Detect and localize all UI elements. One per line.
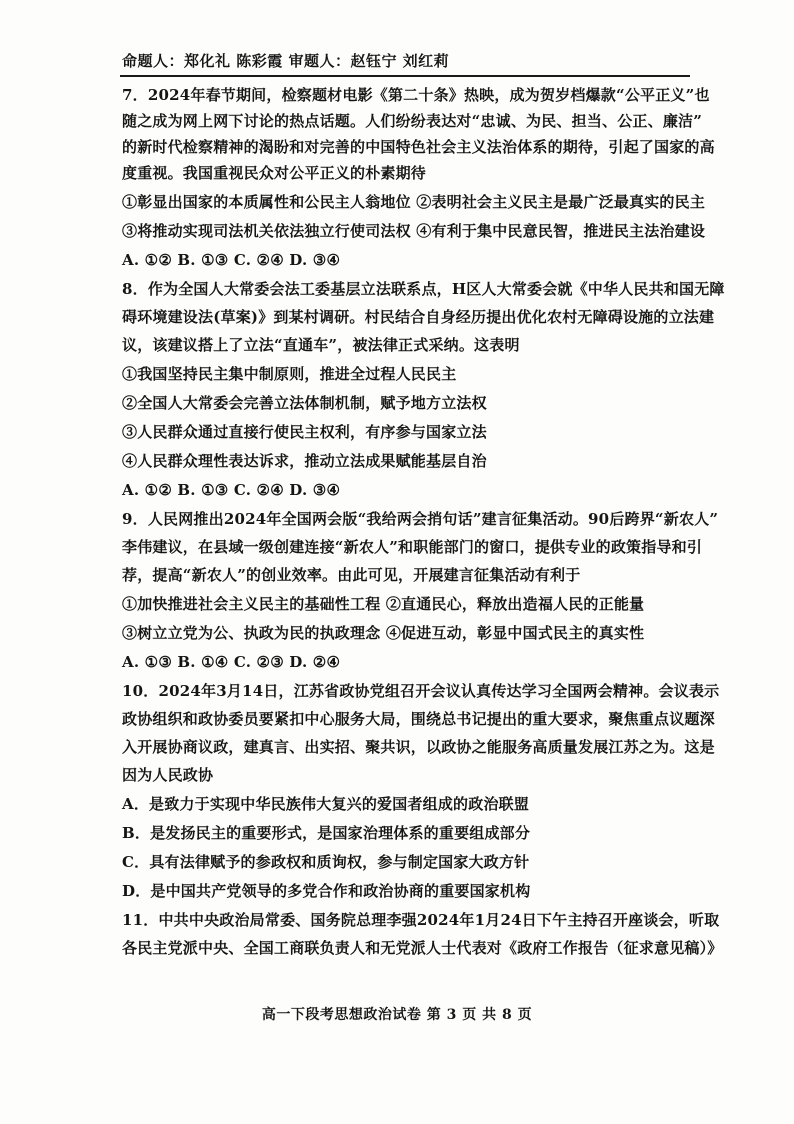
question-11 [122,907,723,961]
statement-option: ④人民群众理性表达诉求，推动立法成果赋能基层自治 [122,452,487,470]
question-stem-line: 碍环境建设法(草案)》到某村调研。村民结合自身经历提出优化农村无障碍设施的立法建 [122,308,715,326]
question-stem-line: 9．人民网推出2024年全国两会版“我给两会捎句话”建言征集活动。90后跨界“新农人” [122,510,719,528]
question-stem-line: 李伟建议，在县域一级创建连接“新农人”和职能部门的窗口，提供专业的政策指导和引 [122,538,703,556]
statement-option: ③人民群众通过直接行使民主权利，有序参与国家立法 [122,423,487,441]
question-stem-line: 入开展协商议政，建真言、出实招、聚共识，以政协之能服务高质量发展江苏之为。这是 [122,738,715,756]
question-stem-line: 度重视。我国重视民众对公平正义的朴素期待 [122,164,427,182]
question-stem-line: 7．2024年春节期间，检察题材电影《第二十条》热映，成为贺岁档爆款“公平正义”也 [122,86,710,104]
choice-option: B．是发扬民主的重要形式，是国家治理体系的重要组成部分 [122,824,531,842]
answer-choices: A. ①② B. ①③ C. ②④ D. ③④ [122,251,341,269]
choice-option: D．是中国共产党领导的多党合作和政治协商的重要国家机构 [122,882,531,900]
question-stem-line: 因为人民政协 [122,766,214,784]
page-footer: 高一下段考思想政治试卷 第 3 页 共 8 页 [261,1007,533,1023]
question-9 [122,506,719,675]
answer-choices: A. ①② B. ①③ C. ②④ D. ③④ [122,481,341,499]
question-10 [122,678,720,904]
statement-option: ③将推动实现司法机关依法独立行使司法权 ④有利于集中民意民智，推进民主法治建设 [122,222,706,240]
question-stem-line: 随之成为网上网下讨论的热点话题。人们纷纷表达对“忠诚、为民、担当、公正、廉洁” [122,112,703,130]
question-stem-line: 10．2024年3月14日，江苏省政协党组召开会议认真传达学习全国两会精神。会议表示 [122,682,720,700]
choice-option: A．是致力于实现中华民族伟大复兴的爱国者组成的政治联盟 [122,795,530,813]
question-stem-line: 8．作为全国人大常委会法工委基层立法联系点，H区人大常委会就《中华人民共和国无障 [122,280,725,298]
answer-choices: A. ①③ B. ①④ C. ②③ D. ②④ [122,653,341,671]
statement-option: ①加快推进社会主义民主的基础性工程 ②直通民心，释放出造福人民的正能量 [122,595,645,613]
header-divider [120,75,690,77]
statement-option: ①彰显出国家的本质属性和公民主人翁地位 ②表明社会主义民主是最广泛最真实的民主 [122,193,706,211]
question-7 [122,82,715,273]
question-8 [122,276,725,503]
questions-area [122,82,725,961]
question-stem-line: 荐，提高“新农人”的创业效率。由此可见，开展建言征集活动有利于 [122,566,581,584]
question-stem-line: 政协组织和政协委员要紧扣中心服务大局，围绕总书记提出的重大要求，聚焦重点议题深 [122,710,715,728]
question-stem-line: 议，该建议搭上了立法“直通车”，被法律正式采纳。这表明 [122,336,520,354]
question-stem-line: 的新时代检察精神的渴盼和对完善的中国特色社会主义法治体系的期待，引起了国家的高 [122,138,715,156]
statement-option: ①我国坚持民主集中制原则，推进全过程人民民主 [122,365,457,383]
author-header: 命题人：郑化礼 陈彩霞 审题人：赵钰宁 刘红莉 [122,52,450,70]
question-stem-line: 各民主党派中央、全国工商联负责人和无党派人士代表对《政府工作报告（征求意见稿）》 [122,939,723,957]
statement-option: ②全国人大常委会完善立法体制机制，赋予地方立法权 [122,394,487,412]
statement-option: ③树立立党为公、执政为民的执政理念 ④促进互动，彰显中国式民主的真实性 [122,624,645,642]
question-stem-line: 11．中共中央政治局常委、国务院总理李强2024年1月24日下午主持召开座谈会，听取 [122,911,720,929]
choice-option: C．具有法律赋予的参政权和质询权，参与制定国家大政方针 [122,853,530,871]
